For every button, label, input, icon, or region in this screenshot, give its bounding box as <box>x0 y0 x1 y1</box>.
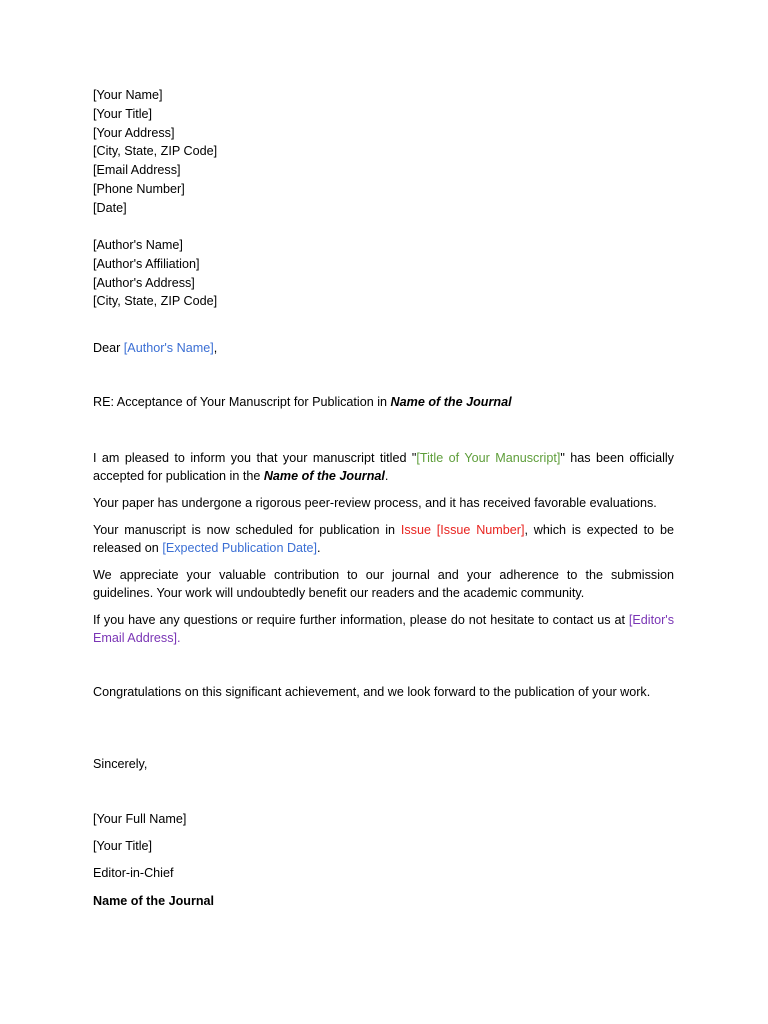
signature-role-block <box>93 864 674 883</box>
paragraph-acceptance <box>93 449 674 485</box>
paragraph-review: Your paper has undergone a rigorous peer-review process, and it has received favorable evaluations. <box>93 496 657 510</box>
subject-journal-name: Name of the Journal <box>390 395 512 409</box>
p5-text-a: If you have any questions or require further information, please do not hesitate to contact us at <box>93 613 629 627</box>
p1-text-b: " has been officially accepted for publication in the <box>93 451 674 483</box>
p1-text-a: I am pleased to inform you that your manuscript titled " <box>93 451 417 465</box>
salutation-suffix: , <box>213 341 218 355</box>
p3-text-b: , which is expected to be released on <box>93 523 674 555</box>
recipient-city-state-zip: [City, State, ZIP Code] <box>93 294 218 309</box>
p3-text-c: . <box>317 541 321 555</box>
subject-prefix: RE: Acceptance of Your Manuscript for Publication in <box>93 395 391 409</box>
salutation-author-name: [Author's Name] <box>123 341 214 355</box>
salutation <box>93 339 674 358</box>
p3-text-a: Your manuscript is now scheduled for publication in <box>93 523 401 537</box>
signature-title: [Your Title] <box>93 839 153 853</box>
p1-journal-name: Name of the Journal <box>263 469 385 483</box>
signature-journal-block <box>93 892 674 911</box>
sender-address: [Your Address] <box>93 125 175 140</box>
paragraph-contact <box>93 611 674 647</box>
signature-title-block <box>93 837 674 856</box>
recipient-name: [Author's Name] <box>93 238 183 252</box>
sender-email: [Email Address] <box>93 163 181 178</box>
recipient-address: [Author's Address] <box>93 275 195 290</box>
publication-date-placeholder: [Expected Publication Date] <box>162 541 318 555</box>
sender-city-state-zip: [City, State, ZIP Code] <box>93 144 218 159</box>
signature-role: Editor-in-Chief <box>93 866 174 880</box>
signature-full-name-block <box>93 810 674 829</box>
manuscript-title-placeholder: [Title of Your Manuscript] <box>416 451 561 465</box>
sender-block <box>93 86 674 218</box>
closing-text: Sincerely, <box>93 757 148 771</box>
paragraph-schedule <box>93 521 674 557</box>
sender-name: [Your Name] <box>93 88 163 102</box>
signature-journal: Name of the Journal <box>93 894 215 908</box>
p1-text-c: . <box>384 469 389 483</box>
recipient-block <box>93 236 674 311</box>
salutation-prefix: Dear <box>93 341 124 355</box>
paragraph-appreciation: We appreciate your valuable contribution to our journal and your adherence to the submission guidelines. Your work will undoubtedly benefit our readers and the academic community. <box>93 568 674 600</box>
sender-phone: [Phone Number] <box>93 181 185 196</box>
letter-date: [Date] <box>93 200 127 215</box>
paragraph-congratulations: Congratulations on this significant achievement, and we look forward to the publication of your work. <box>93 685 651 699</box>
recipient-affiliation: [Author's Affiliation] <box>93 256 200 271</box>
issue-number-placeholder: Issue [Issue Number] <box>400 523 525 537</box>
signature-full-name: [Your Full Name] <box>93 812 187 826</box>
subject-line <box>93 393 674 412</box>
editor-email-placeholder: [Editor's Email Address]. <box>93 613 674 645</box>
sender-title: [Your Title] <box>93 106 153 121</box>
closing <box>93 755 674 774</box>
